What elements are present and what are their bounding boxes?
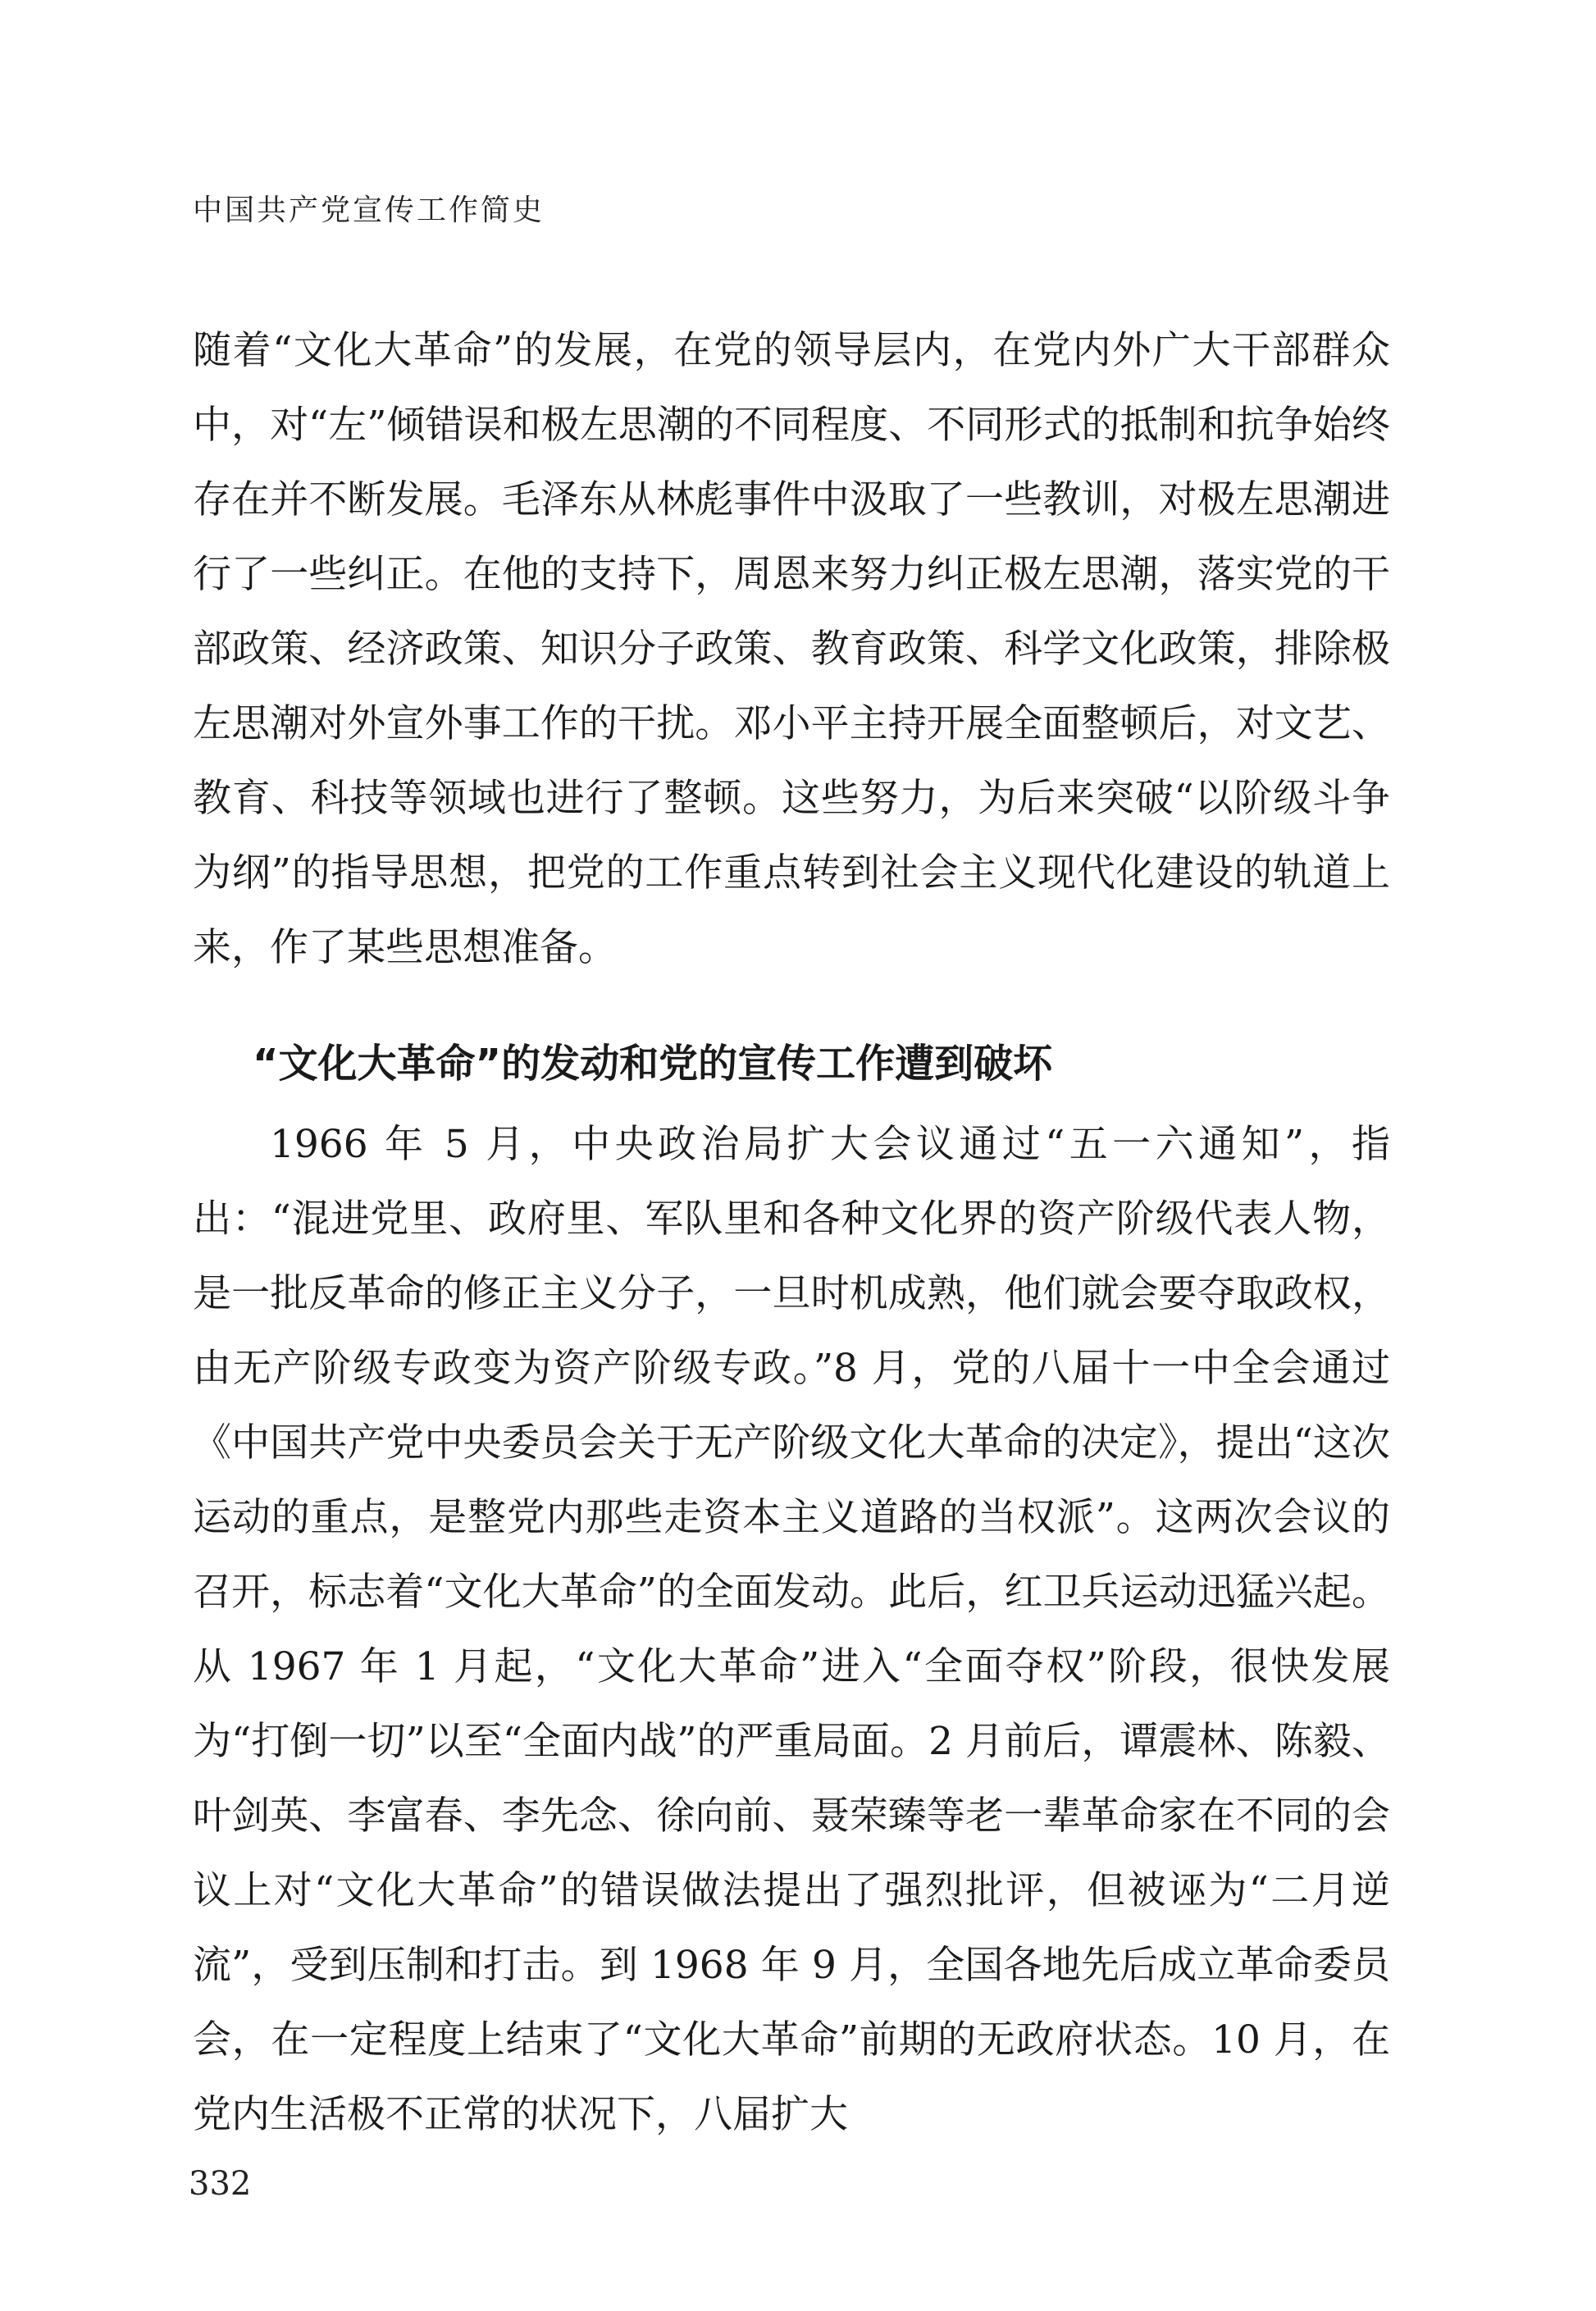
running-head-title: 中国共产党宣传工作简史 [193,194,545,227]
section-heading: “文化大革命”的发动和党的宣传工作遭到破坏 [253,1041,1053,1087]
body-paragraph-1: 随着“文化大革命”的发展，在党的领导层内，在党内外广大干部群众中，对“左”倾错误和极左思潮的不同程度、不同形式的抵制和抗争始终存在并不断发展。毛泽东从林彪事件中汲取了一些教训，对极左思潮进行了一些纠正。在他的支持下，周恩来努力纠正极左思潮，落实党的干部政策、经济政策、知识分子政策、教育政策、科学文化政策，排除极左思潮对外宣外事工作的干扰。邓小平主持开展全面整顿后，对文艺、教育、科技等领域也进行了整顿。这些努力，为后来突破“以阶级斗争为纲”的指导思想，把党的工作重点转到社会主义现代化建设的轨道上来，作了某些思想准备。 [193,328,1390,970]
body-paragraph-2: 1966 年 5 月，中央政治局扩大会议通过“五一六通知”，指出：“混进党里、政府里、军队里和各种文化界的资产阶级代表人物，是一批反革命的修正主义分子，一旦时机成熟，他们就会要夺取政权，由无产阶级专政变为资产阶级专政。”8 月，党的八届十一中全会通过《中国共产党中央委员会关于无产阶级文化大革命的决定》，提出“这次运动的重点，是整党内那些走资本主义道路的当权派”。这两次会议的召开，标志着“文化大革命”的全面发动。此后，红卫兵运动迅猛兴起。从 1967 年 1 月起，“文化大革命”进入“全面夺权”阶段，很快发展为“打倒一切”以至“全面内战”的严重局面。2 月前后，谭震林、陈毅、叶剑英、李富春、李先念、徐向前、聂荣臻等老一辈革命家在不同的会议上对“文化大革命”的错误做法提出了强烈批评，但被诬为“二月逆流”，受到压制和打击。到 1968 年 9 月，全国各地先后成立革命委员会，在一定程度上结束了“文化大革命”前期的无政府状态。10 月，在党内生活极不正常的状况下，八届扩大 [193,1122,1390,2137]
page-number: 332 [189,2165,252,2203]
